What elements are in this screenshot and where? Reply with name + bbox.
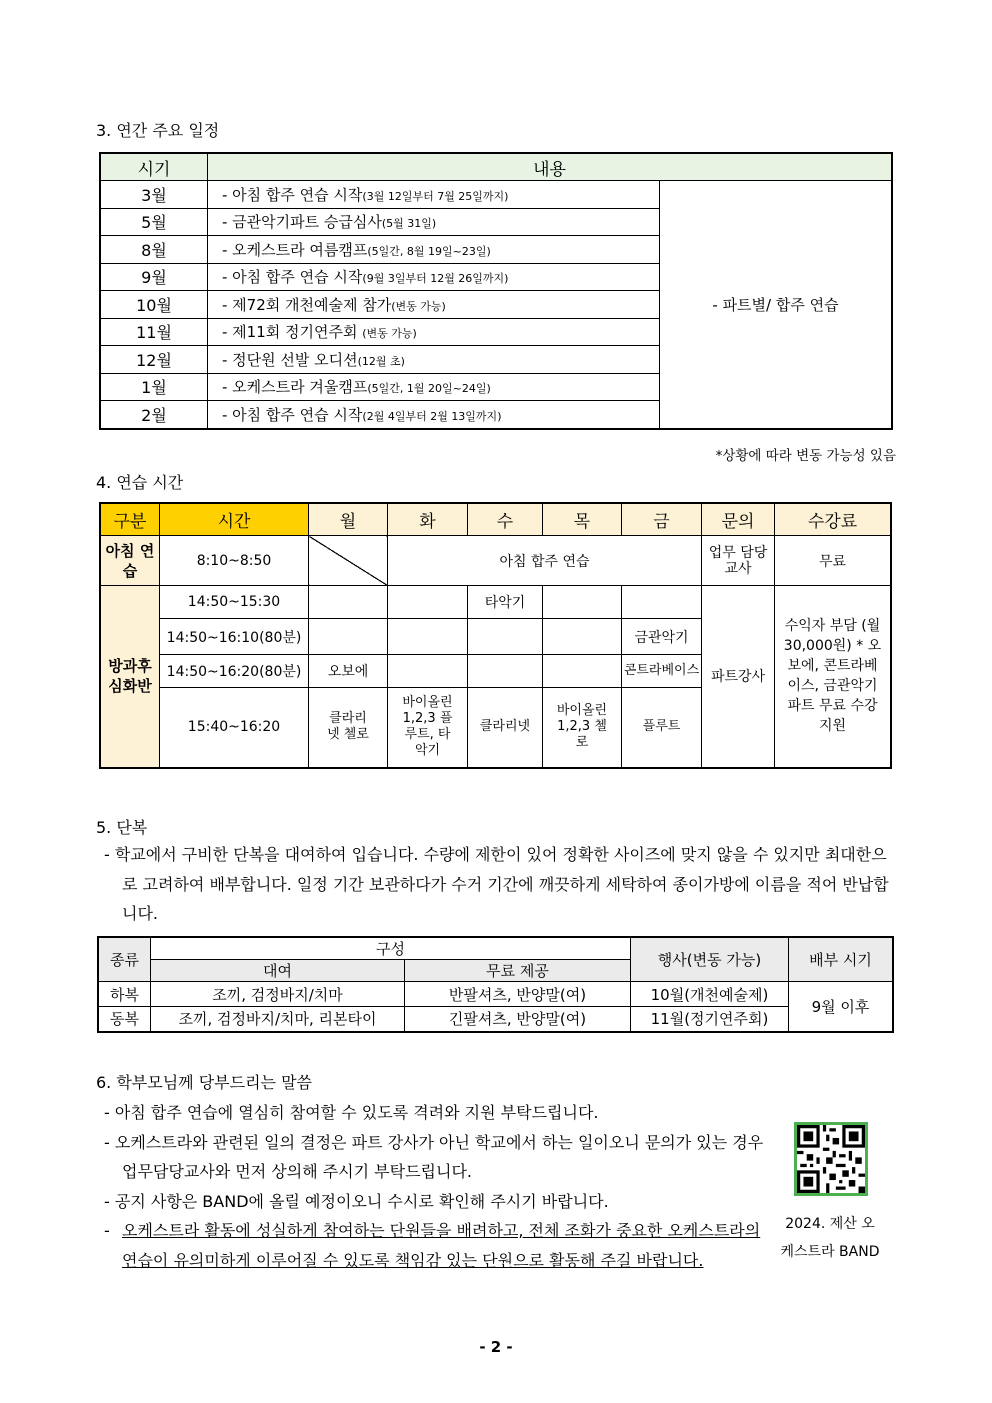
uniform-table xyxy=(97,936,894,1033)
time-slot: 14:50~16:20(80분) xyxy=(160,655,309,688)
uni-header-rent: 대여 xyxy=(151,960,405,982)
r4-tue: 바이올린 1,2,3 플루트, 타악기 xyxy=(388,688,468,768)
header-thu: 목 xyxy=(543,503,622,536)
uni-type: 하복 xyxy=(98,982,151,1007)
col-period-header: 시기 xyxy=(100,153,208,181)
schedule-month: 5월 xyxy=(100,208,208,236)
uni-event: 10월(개천예술제) xyxy=(631,982,789,1007)
schedule-month: 3월 xyxy=(100,181,208,209)
uni-rent: 조끼, 검정바지/치마 xyxy=(151,982,405,1007)
r4-fri: 플루트 xyxy=(622,688,702,768)
uni-distribution: 9월 이후 xyxy=(789,982,894,1032)
schedule-content: - 정단원 선발 오디션(12월 초) xyxy=(208,346,660,374)
r4-thu: 바이올린 1,2,3 첼로 xyxy=(543,688,622,768)
schedule-footnote: *상황에 따라 변동 가능성 있음 xyxy=(715,448,896,464)
uni-rent: 조끼, 검정바지/치마, 리본타이 xyxy=(151,1007,405,1032)
morning-contact: 업무 담당교사 xyxy=(702,536,775,586)
schedule-content: - 금관악기파트 승급심사(5월 31일) xyxy=(208,208,660,236)
section-4-heading: 4. 연습 시간 xyxy=(96,473,184,492)
header-mon: 월 xyxy=(309,503,388,536)
header-wed: 수 xyxy=(468,503,543,536)
r1-wed: 타악기 xyxy=(468,586,543,619)
time-slot: 14:50~16:10(80분) xyxy=(160,619,309,655)
note-item: - 공지 사항은 BAND에 올릴 예정이오니 수시로 확인해 주시기 바랍니다. xyxy=(104,1191,609,1211)
col-content-header: 내용 xyxy=(208,153,893,181)
uniform-paragraph: - 학교에서 구비한 단복을 대여하여 입습니다. 수량에 제한이 있어 정확한 사이즈에 맞지 않을 수 있지만 최대한으로 고려하여 배부합니다. 일정 기간 보관하다가 수거 기간에 깨끗하게 세탁하여 종이가방에 이름을 적어 반납합니다. xyxy=(104,845,889,923)
header-fee: 수강료 xyxy=(775,503,892,536)
r3-fri: 콘트라베이스 xyxy=(622,655,702,688)
schedule-content: - 오케스트라 겨울캠프(5일간, 1월 20일~24일) xyxy=(208,373,660,401)
practice-time-table xyxy=(99,502,892,769)
uni-header-comp: 구성 xyxy=(151,937,631,960)
section-3-heading: 3. 연간 주요 일정 xyxy=(96,121,220,140)
schedule-month: 12월 xyxy=(100,346,208,374)
r4-wed: 클라리넷 xyxy=(468,688,543,768)
schedule-content: - 아침 합주 연습 시작(2월 4일부터 2월 13일까지) xyxy=(208,401,660,429)
uni-event: 11월(정기연주회) xyxy=(631,1007,789,1032)
note-item: - 아침 합주 연습에 열심히 참여할 수 있도록 격려와 지원 부탁드립니다. xyxy=(104,1103,599,1122)
schedule-month: 10월 xyxy=(100,291,208,319)
uni-free: 긴팔셔츠, 반양말(여) xyxy=(405,1007,631,1032)
uni-type: 동복 xyxy=(98,1007,151,1032)
morning-mon-empty xyxy=(309,536,388,586)
morning-fee: 무료 xyxy=(775,536,892,586)
afterschool-label: 방과후 심화반 xyxy=(100,586,160,768)
qr-code-icon xyxy=(794,1122,868,1196)
morning-label: 아침 연습 xyxy=(100,536,160,586)
schedule-month: 11월 xyxy=(100,318,208,346)
r3-mon: 오보에 xyxy=(309,655,388,688)
annual-schedule-table xyxy=(99,152,893,430)
schedule-month: 8월 xyxy=(100,236,208,264)
uni-header-free: 무료 제공 xyxy=(405,960,631,982)
parents-notes xyxy=(104,1098,772,1275)
uni-free: 반팔셔츠, 반양말(여) xyxy=(405,982,631,1007)
schedule-month: 1월 xyxy=(100,373,208,401)
morning-desc: 아침 합주 연습 xyxy=(388,536,702,586)
qr-caption: 2024. 제산 오케스트라 BAND xyxy=(780,1216,880,1260)
page-number: - 2 - xyxy=(479,1338,513,1356)
schedule-content: - 아침 합주 연습 시작(3월 12일부터 7월 25일까지) xyxy=(208,181,660,209)
schedule-content: - 제11회 정기연주회 (변동 가능) xyxy=(208,318,660,346)
schedule-month: 9월 xyxy=(100,263,208,291)
header-category: 구분 xyxy=(100,503,160,536)
header-contact: 문의 xyxy=(702,503,775,536)
time-slot: 15:40~16:20 xyxy=(160,688,309,768)
schedule-content: - 아침 합주 연습 시작(9월 3일부터 12월 26일까지) xyxy=(208,263,660,291)
header-tue: 화 xyxy=(388,503,468,536)
afterschool-contact: 파트강사 xyxy=(702,586,775,768)
morning-time: 8:10~8:50 xyxy=(160,536,309,586)
header-fri: 금 xyxy=(622,503,702,536)
uni-header-event: 행사(변동 가능) xyxy=(631,937,789,982)
r4-mon: 클라리넷 첼로 xyxy=(309,688,388,768)
afterschool-fee: 수익자 부담 (월 30,000원) * 오보에, 콘트라베이스, 금관악기 파트 무료 수강 지원 xyxy=(775,586,892,768)
note-item: - 오케스트라와 관련된 일의 결정은 파트 강사가 아닌 학교에서 하는 일이오니 문의가 있는 경우 업무담당교사와 먼저 상의해 주시기 부탁드립니다. xyxy=(104,1132,764,1181)
note-item: - 오케스트라 활동에 성실하게 참여하는 단원들을 배려하고, 전체 조화가 중요한 오케스트라의 연습이 유의미하게 이루어질 수 있도록 책임감 있는 단원으로 활동해 주길 바랍니다. xyxy=(104,1221,761,1270)
schedule-content: - 오케스트라 여름캠프(5일간, 8월 19일~23일) xyxy=(208,236,660,264)
time-slot: 14:50~15:30 xyxy=(160,586,309,619)
section-5-heading: 5. 단복 xyxy=(96,818,148,837)
schedule-content: - 제72회 개천예술제 참가(변동 가능) xyxy=(208,291,660,319)
r2-fri: 금관악기 xyxy=(622,619,702,655)
uni-header-time: 배부 시기 xyxy=(789,937,894,982)
section-6-heading: 6. 학부모님께 당부드리는 말씀 xyxy=(96,1073,312,1092)
schedule-month: 2월 xyxy=(100,401,208,429)
schedule-side-note: - 파트별/ 합주 연습 xyxy=(660,181,893,429)
header-time: 시간 xyxy=(160,503,309,536)
uni-header-type: 종류 xyxy=(98,937,151,982)
